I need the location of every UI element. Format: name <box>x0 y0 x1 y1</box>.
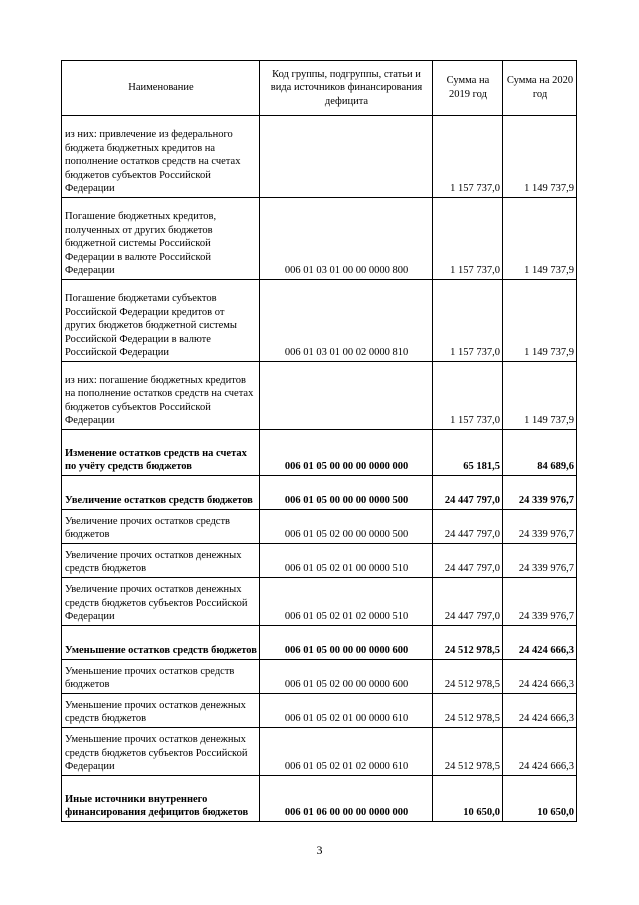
row-name: Увеличение прочих остатков денежных средств бюджетов <box>62 544 260 578</box>
row-sum-2020: 24 424 666,3 <box>503 694 577 728</box>
table-row <box>62 578 577 626</box>
table-header <box>62 61 577 116</box>
row-name: Погашение бюджетами субъектов Российской Федерации кредитов от других бюджетов бюджетной системы Российской Федерации в валюте Российской Федерации <box>62 280 260 362</box>
row-code: 006 01 03 01 00 00 0000 800 <box>260 198 433 280</box>
row-sum-2019: 10 650,0 <box>433 776 503 822</box>
row-name: Уменьшение прочих остатков денежных средств бюджетов <box>62 694 260 728</box>
row-sum-2019: 24 447 797,0 <box>433 544 503 578</box>
row-sum-2020: 10 650,0 <box>503 776 577 822</box>
page-number: 3 <box>316 843 323 857</box>
row-sum-2020: 24 339 976,7 <box>503 544 577 578</box>
row-name: Уменьшение остатков средств бюджетов <box>62 626 260 660</box>
row-sum-2020: 24 424 666,3 <box>503 626 577 660</box>
row-sum-2019: 24 512 978,5 <box>433 728 503 776</box>
table-row <box>62 510 577 544</box>
row-code: 006 01 05 00 00 00 0000 500 <box>260 476 433 510</box>
row-sum-2019: 1 157 737,0 <box>433 116 503 198</box>
table-row <box>62 728 577 776</box>
row-sum-2020: 84 689,6 <box>503 430 577 476</box>
row-sum-2020: 24 339 976,7 <box>503 476 577 510</box>
table-row <box>62 430 577 476</box>
row-sum-2020: 1 149 737,9 <box>503 280 577 362</box>
row-sum-2020: 1 149 737,9 <box>503 362 577 430</box>
table-row <box>62 476 577 510</box>
header-code: Код группы, подгруппы, статьи и вида источников финансирования дефицита <box>260 61 433 116</box>
row-sum-2019: 1 157 737,0 <box>433 362 503 430</box>
table-row <box>62 544 577 578</box>
row-sum-2020: 24 424 666,3 <box>503 660 577 694</box>
table-row <box>62 116 577 198</box>
row-code: 006 01 05 02 01 02 0000 610 <box>260 728 433 776</box>
row-sum-2020: 24 339 976,7 <box>503 510 577 544</box>
row-code <box>260 116 433 198</box>
row-code: 006 01 05 02 00 00 0000 600 <box>260 660 433 694</box>
row-name: из них: погашение бюджетных кредитов на пополнение остатков средств на счетах бюджетов субъектов Российской Федерации <box>62 362 260 430</box>
row-name: Уменьшение прочих остатков средств бюджетов <box>62 660 260 694</box>
table-row <box>62 694 577 728</box>
row-sum-2020: 1 149 737,9 <box>503 198 577 280</box>
row-code: 006 01 03 01 00 02 0000 810 <box>260 280 433 362</box>
table-row <box>62 198 577 280</box>
header-row <box>62 61 577 116</box>
budget-sources-table <box>61 60 577 822</box>
row-sum-2019: 65 181,5 <box>433 430 503 476</box>
header-sum-2019: Сумма на 2019 год <box>433 61 503 116</box>
row-code: 006 01 05 00 00 00 0000 000 <box>260 430 433 476</box>
table-row <box>62 660 577 694</box>
row-name: Увеличение прочих остатков средств бюджетов <box>62 510 260 544</box>
row-code: 006 01 05 02 01 02 0000 510 <box>260 578 433 626</box>
row-sum-2019: 24 447 797,0 <box>433 578 503 626</box>
row-sum-2019: 24 512 978,5 <box>433 660 503 694</box>
row-sum-2019: 24 447 797,0 <box>433 476 503 510</box>
table-row <box>62 776 577 822</box>
row-sum-2020: 24 339 976,7 <box>503 578 577 626</box>
row-name: Изменение остатков средств на счетах по учёту средств бюджетов <box>62 430 260 476</box>
row-code <box>260 362 433 430</box>
row-name: Иные источники внутреннего финансирования дефицитов бюджетов <box>62 776 260 822</box>
row-sum-2019: 1 157 737,0 <box>433 280 503 362</box>
row-sum-2020: 24 424 666,3 <box>503 728 577 776</box>
header-name: Наименование <box>62 61 260 116</box>
table-body <box>62 116 577 822</box>
row-sum-2019: 24 447 797,0 <box>433 510 503 544</box>
row-sum-2020: 1 149 737,9 <box>503 116 577 198</box>
row-name: Уменьшение прочих остатков денежных средств бюджетов субъектов Российской Федерации <box>62 728 260 776</box>
row-name: из них: привлечение из федерального бюджета бюджетных кредитов на пополнение остатков средств на счетах бюджетов субъектов Российской Федерации <box>62 116 260 198</box>
row-sum-2019: 24 512 978,5 <box>433 626 503 660</box>
row-name: Погашение бюджетных кредитов, полученных от других бюджетов бюджетной системы Российской Федерации в валюте Российской Федерации <box>62 198 260 280</box>
table-row <box>62 362 577 430</box>
row-code: 006 01 05 02 00 00 0000 500 <box>260 510 433 544</box>
row-code: 006 01 05 02 01 00 0000 510 <box>260 544 433 578</box>
row-code: 006 01 05 02 01 00 0000 610 <box>260 694 433 728</box>
row-code: 006 01 06 00 00 00 0000 000 <box>260 776 433 822</box>
row-sum-2019: 1 157 737,0 <box>433 198 503 280</box>
row-sum-2019: 24 512 978,5 <box>433 694 503 728</box>
row-code: 006 01 05 00 00 00 0000 600 <box>260 626 433 660</box>
header-sum-2020: Сумма на 2020 год <box>503 61 577 116</box>
table-row <box>62 280 577 362</box>
row-name: Увеличение прочих остатков денежных средств бюджетов субъектов Российской Федерации <box>62 578 260 626</box>
table-row <box>62 626 577 660</box>
row-name: Увеличение остатков средств бюджетов <box>62 476 260 510</box>
